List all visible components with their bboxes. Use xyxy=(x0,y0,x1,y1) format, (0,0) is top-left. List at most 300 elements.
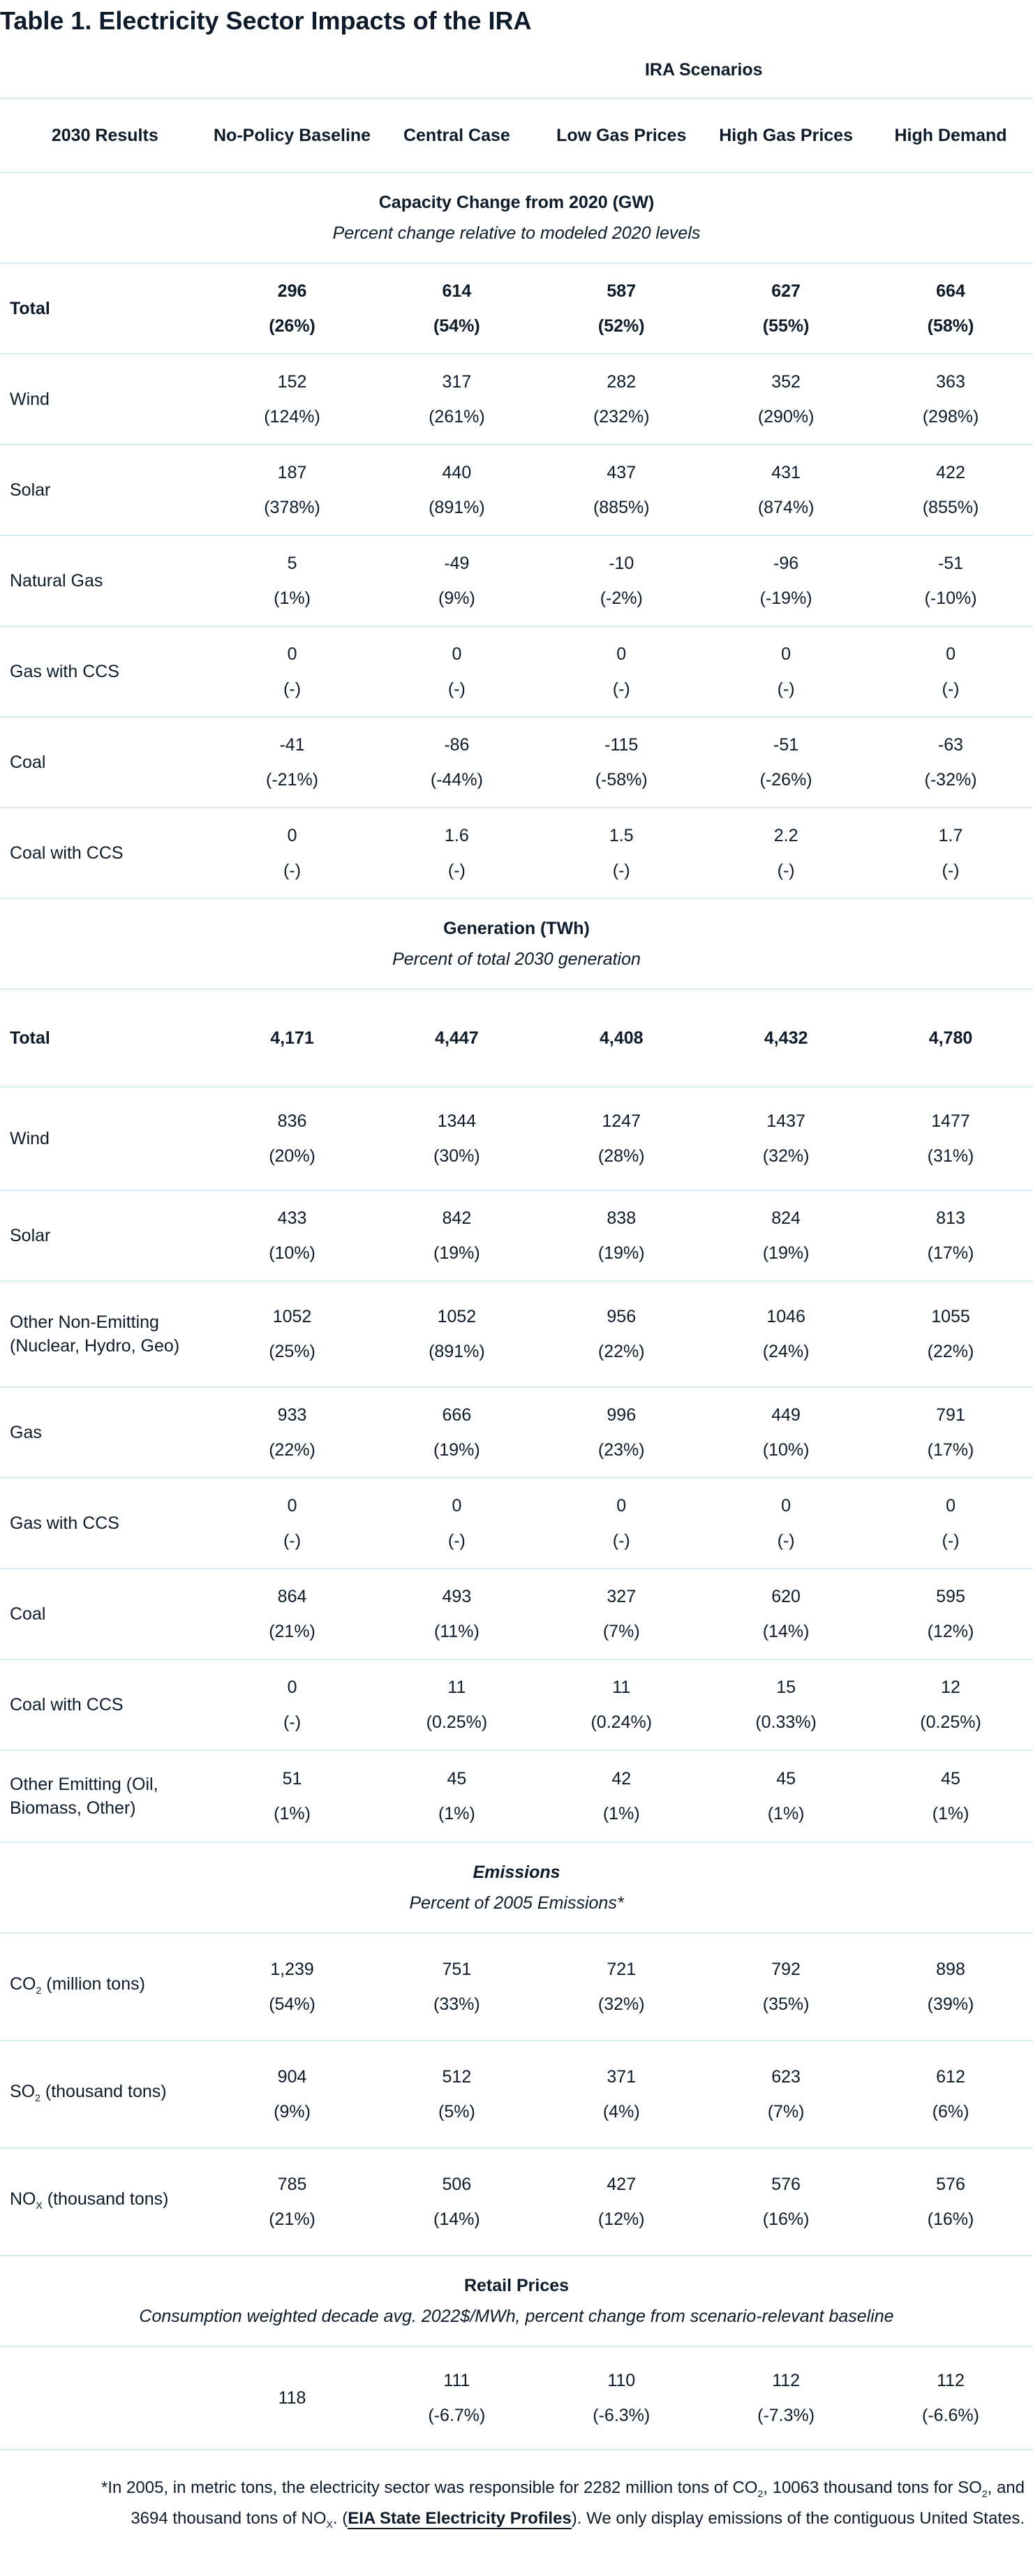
table-cell xyxy=(374,717,539,808)
table-cell xyxy=(374,2041,539,2148)
footnote-text: *In 2005, in metric tons, the electricity sector was responsible for 2282 million tons of CO xyxy=(101,2478,758,2497)
column-header-row xyxy=(0,98,1033,172)
table-row xyxy=(0,354,1033,445)
table-cell xyxy=(868,1750,1033,1842)
cell-value: 1437 xyxy=(766,1111,805,1131)
table-cell xyxy=(210,1387,375,1478)
section-header xyxy=(0,2256,1033,2346)
table-cell xyxy=(374,808,539,898)
table-cell xyxy=(539,989,704,1087)
cell-value: 933 xyxy=(277,1405,307,1425)
row-label xyxy=(0,1281,210,1387)
cell-value: -41 xyxy=(279,735,305,755)
cell-percent: (-) xyxy=(612,679,630,699)
cell-percent: (35%) xyxy=(762,1994,810,2014)
row-label-text: Other Emitting (Oil, Biomass, Other) xyxy=(10,1775,158,1818)
cell-percent: (1%) xyxy=(438,1804,475,1823)
cell-value: -51 xyxy=(937,554,964,573)
table-cell xyxy=(539,1281,704,1387)
cell-percent: (874%) xyxy=(757,498,815,517)
cell-value: 836 xyxy=(277,1111,307,1131)
cell-percent: (0.24%) xyxy=(590,1712,653,1732)
cell-value: 838 xyxy=(607,1208,637,1228)
row-label-text: (million tons) xyxy=(41,1974,145,1994)
cell-value: 612 xyxy=(936,2067,965,2087)
table-cell xyxy=(210,1190,375,1281)
table-cell xyxy=(210,1933,375,2041)
cell-value: 422 xyxy=(936,463,965,482)
cell-percent: (-) xyxy=(447,1531,466,1550)
cell-percent: (1%) xyxy=(932,1804,969,1823)
table-cell xyxy=(374,989,539,1087)
cell-percent: (7%) xyxy=(767,2102,805,2122)
table-cell xyxy=(539,2346,704,2450)
cell-percent: (-21%) xyxy=(266,770,319,790)
table-cell xyxy=(868,445,1033,535)
cell-value: 427 xyxy=(607,2175,637,2194)
cell-value: 296 xyxy=(277,281,307,301)
table-cell xyxy=(704,535,868,626)
table-cell xyxy=(374,445,539,535)
table-cell xyxy=(374,354,539,445)
table-cell xyxy=(539,1478,704,1569)
table-cell xyxy=(374,1750,539,1842)
row-label-subscript: X xyxy=(36,2199,43,2211)
table-cell xyxy=(704,1659,868,1750)
cell-value: 506 xyxy=(442,2175,472,2194)
table-row xyxy=(0,2148,1033,2256)
cell-value: 1052 xyxy=(272,1307,312,1326)
cell-value: 118 xyxy=(278,2388,306,2408)
cell-value: 1.7 xyxy=(938,826,963,845)
cell-percent: (885%) xyxy=(593,498,650,517)
table-cell xyxy=(868,1190,1033,1281)
cell-percent: (6%) xyxy=(932,2102,969,2122)
cell-value: 15 xyxy=(776,1678,796,1697)
cell-value: 363 xyxy=(936,372,965,392)
cell-value: 0 xyxy=(452,644,462,664)
cell-percent: (12%) xyxy=(597,2209,645,2229)
table-cell xyxy=(539,1750,704,1842)
table-cell xyxy=(539,445,704,535)
row-label-text: Gas with CCS xyxy=(10,662,119,681)
cell-value: 813 xyxy=(936,1208,965,1228)
section-header xyxy=(0,172,1033,263)
section-title: Retail Prices xyxy=(463,2276,570,2295)
cell-value: 4,780 xyxy=(928,1028,973,1048)
row-label-text: Wind xyxy=(10,1129,50,1148)
section-subtitle: Percent change relative to modeled 2020 levels xyxy=(332,223,701,243)
section-subtitle: Percent of total 2030 generation xyxy=(392,949,641,969)
table-row xyxy=(0,1478,1033,1569)
impacts-table xyxy=(0,42,1033,2450)
cell-percent: (26%) xyxy=(269,316,315,336)
table-row xyxy=(0,1659,1033,1750)
table-cell xyxy=(868,1659,1033,1750)
cell-value: 0 xyxy=(287,1496,297,1516)
footnote-subscript: 2 xyxy=(981,2487,988,2499)
row-label xyxy=(0,989,210,1087)
table-cell xyxy=(539,626,704,717)
cell-value: 587 xyxy=(607,281,637,301)
cell-value: 11 xyxy=(612,1678,631,1697)
cell-value: 449 xyxy=(771,1405,801,1425)
cell-percent: (24%) xyxy=(762,1342,810,1361)
cell-percent: (-) xyxy=(283,1712,302,1732)
table-cell xyxy=(868,263,1033,354)
cell-percent: (-10%) xyxy=(924,589,977,608)
cell-percent: (19%) xyxy=(597,1243,645,1263)
table-title: Table 1. Electricity Sector Impacts of the IRA xyxy=(0,6,532,35)
cell-value: 904 xyxy=(277,2067,307,2087)
cell-value: 1344 xyxy=(437,1111,477,1131)
table-cell xyxy=(210,2148,375,2256)
table-cell xyxy=(374,1659,539,1750)
cell-percent: (52%) xyxy=(597,316,645,336)
table-cell xyxy=(210,808,375,898)
cell-percent: (17%) xyxy=(927,1440,974,1460)
super-header-empty xyxy=(210,42,375,98)
cell-value: 1247 xyxy=(602,1111,641,1131)
table-cell xyxy=(868,1933,1033,2041)
cell-value: -10 xyxy=(609,554,634,573)
cell-value: 352 xyxy=(771,372,801,392)
row-label xyxy=(0,2346,210,2450)
row-label xyxy=(0,1478,210,1569)
cell-value: 282 xyxy=(607,372,637,392)
footnote-subscript: X xyxy=(326,2518,333,2530)
footnote xyxy=(0,2450,1033,2537)
cell-percent: (9%) xyxy=(274,2102,311,2122)
cell-value: 45 xyxy=(776,1769,796,1789)
cell-percent: (-32%) xyxy=(924,770,977,790)
cell-value: 187 xyxy=(277,463,307,482)
table-cell xyxy=(374,1387,539,1478)
column-header: High Demand xyxy=(868,98,1033,172)
cell-value: 791 xyxy=(936,1405,965,1425)
table-row xyxy=(0,2346,1033,2450)
row-label-text: SO xyxy=(10,2081,36,2101)
column-header: High Gas Prices xyxy=(704,98,868,172)
table-cell xyxy=(704,808,868,898)
row-label-text: Natural Gas xyxy=(10,571,103,591)
table-cell xyxy=(539,2148,704,2256)
table-cell xyxy=(374,1190,539,1281)
cell-percent: (0.25%) xyxy=(426,1712,488,1732)
table-cell xyxy=(868,2346,1033,2450)
table-cell xyxy=(704,2041,868,2148)
cell-percent: (7%) xyxy=(602,1622,640,1641)
row-label-text: Coal with CCS xyxy=(10,1695,124,1715)
row-label xyxy=(0,445,210,535)
cell-value: 842 xyxy=(442,1208,472,1228)
cell-value: -86 xyxy=(444,735,470,755)
cell-percent: (0.25%) xyxy=(920,1712,981,1732)
table-cell xyxy=(210,1281,375,1387)
cell-percent: (28%) xyxy=(597,1146,645,1166)
cell-percent: (232%) xyxy=(593,407,650,427)
cell-value: 4,171 xyxy=(270,1028,314,1048)
column-header: Low Gas Prices xyxy=(539,98,704,172)
cell-percent: (14%) xyxy=(762,1622,810,1641)
row-label xyxy=(0,535,210,626)
table-cell xyxy=(539,354,704,445)
table-cell xyxy=(374,1087,539,1190)
cell-percent: (12%) xyxy=(927,1622,974,1641)
table-cell xyxy=(374,535,539,626)
table-cell xyxy=(704,1478,868,1569)
cell-value: 620 xyxy=(771,1587,801,1606)
cell-value: 0 xyxy=(616,1496,627,1516)
section-header xyxy=(0,1842,1033,1933)
table-cell xyxy=(868,989,1033,1087)
table-cell xyxy=(868,626,1033,717)
cell-percent: (261%) xyxy=(429,407,485,427)
cell-percent: (-44%) xyxy=(430,770,483,790)
cell-percent: (-) xyxy=(777,679,795,699)
cell-value: 1.5 xyxy=(609,826,634,845)
cell-value: 0 xyxy=(287,826,297,845)
cell-percent: (-) xyxy=(612,1531,630,1550)
table-cell xyxy=(704,1281,868,1387)
row-label xyxy=(0,263,210,354)
table-cell xyxy=(704,1933,868,2041)
table-row xyxy=(0,989,1033,1087)
cell-value: 152 xyxy=(277,372,307,392)
super-header-empty xyxy=(0,42,210,98)
row-label-text: (thousand tons) xyxy=(40,2081,167,2101)
table-cell xyxy=(539,1569,704,1659)
cell-percent: (1%) xyxy=(767,1804,805,1823)
section-header-row xyxy=(0,172,1033,263)
row-label xyxy=(0,1659,210,1750)
cell-percent: (-) xyxy=(283,861,302,880)
cell-value: 110 xyxy=(607,2371,636,2390)
cell-percent: (-) xyxy=(942,679,960,699)
cell-percent: (-19%) xyxy=(759,589,812,608)
cell-value: 785 xyxy=(277,2175,307,2194)
cell-percent: (0.33%) xyxy=(755,1712,817,1732)
super-header-ira-scenarios: IRA Scenarios xyxy=(374,42,1033,98)
section-subtitle: Percent of 2005 Emissions* xyxy=(409,1893,624,1913)
cell-value: 0 xyxy=(287,1678,297,1697)
row-label xyxy=(0,2041,210,2148)
cell-percent: (16%) xyxy=(762,2209,810,2229)
row-label-text: (thousand tons) xyxy=(42,2189,169,2209)
table-row xyxy=(0,1087,1033,1190)
cell-value: 371 xyxy=(607,2067,637,2087)
row-label xyxy=(0,1087,210,1190)
cell-value: 898 xyxy=(936,1960,965,1979)
table-row xyxy=(0,1569,1033,1659)
table-cell xyxy=(868,1569,1033,1659)
cell-percent: (-6.3%) xyxy=(593,2406,651,2425)
section-subtitle: Consumption weighted decade avg. 2022$/MWh, percent change from scenario-relevant baseline xyxy=(139,2307,894,2326)
table-cell xyxy=(539,1190,704,1281)
cell-percent: (10%) xyxy=(269,1243,315,1263)
table-cell xyxy=(210,626,375,717)
cell-percent: (17%) xyxy=(927,1243,974,1263)
cell-value: 2.2 xyxy=(773,826,798,845)
row-label-text: Gas xyxy=(10,1423,42,1442)
cell-value: 327 xyxy=(607,1587,637,1606)
cell-percent: (-) xyxy=(777,861,795,880)
table-cell xyxy=(704,445,868,535)
table-cell xyxy=(210,535,375,626)
row-label xyxy=(0,717,210,808)
cell-percent: (-) xyxy=(447,861,466,880)
cell-percent: (54%) xyxy=(269,1994,315,2014)
table-cell xyxy=(704,1569,868,1659)
cell-percent: (-58%) xyxy=(595,770,648,790)
row-label-text: Total xyxy=(10,299,50,318)
cell-value: 440 xyxy=(442,463,472,482)
table-cell xyxy=(374,2148,539,2256)
cell-value: -96 xyxy=(773,554,799,573)
cell-percent: (20%) xyxy=(269,1146,315,1166)
row-label xyxy=(0,808,210,898)
table-cell xyxy=(210,1750,375,1842)
section-header-row xyxy=(0,898,1033,989)
row-label xyxy=(0,354,210,445)
row-label-text: NO xyxy=(10,2189,36,2209)
table-row xyxy=(0,626,1033,717)
super-header-row xyxy=(0,42,1033,98)
table-cell xyxy=(539,535,704,626)
cell-value: 45 xyxy=(447,1769,467,1789)
cell-value: 751 xyxy=(442,1960,472,1979)
table-cell xyxy=(374,2346,539,2450)
row-label xyxy=(0,1750,210,1842)
row-label-text: Total xyxy=(10,1028,50,1048)
cell-percent: (19%) xyxy=(433,1243,480,1263)
table-cell xyxy=(868,1281,1033,1387)
cell-percent: (31%) xyxy=(927,1146,974,1166)
cell-percent: (19%) xyxy=(762,1243,810,1263)
cell-value: 0 xyxy=(781,1496,792,1516)
row-label-subscript: 2 xyxy=(35,2092,40,2103)
cell-value: 317 xyxy=(442,372,472,392)
table-cell xyxy=(539,1387,704,1478)
table-cell xyxy=(868,1478,1033,1569)
footnote-text: , 10063 thousand tons for SO xyxy=(763,2478,982,2497)
cell-value: 4,408 xyxy=(599,1028,644,1048)
table-cell xyxy=(210,1569,375,1659)
cell-value: 721 xyxy=(607,1960,637,1979)
table-row xyxy=(0,1933,1033,2041)
table-row xyxy=(0,445,1033,535)
cell-percent: (14%) xyxy=(433,2209,480,2229)
cell-value: 664 xyxy=(936,281,965,301)
cell-value: 12 xyxy=(941,1678,960,1697)
table-cell xyxy=(704,1190,868,1281)
column-header: No-Policy Baseline xyxy=(210,98,375,172)
cell-percent: (-6.7%) xyxy=(428,2406,486,2425)
table-cell xyxy=(374,1281,539,1387)
cell-percent: (1%) xyxy=(274,1804,311,1823)
cell-value: 437 xyxy=(607,463,637,482)
cell-value: -63 xyxy=(937,735,964,755)
cell-percent: (5%) xyxy=(438,2102,475,2122)
cell-value: 1,239 xyxy=(270,1960,314,1979)
section-title: Emissions xyxy=(473,1863,560,1882)
eia-profiles-link[interactable]: EIA State Electricity Profiles xyxy=(348,2508,572,2528)
section-header xyxy=(0,898,1033,989)
cell-percent: (124%) xyxy=(264,407,320,427)
cell-percent: (16%) xyxy=(927,2209,974,2229)
cell-percent: (32%) xyxy=(597,1994,645,2014)
row-label xyxy=(0,1190,210,1281)
cell-value: 0 xyxy=(781,644,792,664)
footnote-text: ). We only display emissions of the contiguous United States. xyxy=(571,2508,1025,2528)
table-cell xyxy=(210,1659,375,1750)
table-cell xyxy=(704,1750,868,1842)
cell-value: 627 xyxy=(771,281,801,301)
table-cell xyxy=(210,2346,375,2450)
cell-value: 4,432 xyxy=(764,1028,808,1048)
table-cell xyxy=(539,808,704,898)
table-cell xyxy=(374,1933,539,2041)
cell-percent: (-) xyxy=(612,861,630,880)
cell-value: 0 xyxy=(946,1496,956,1516)
cell-percent: (32%) xyxy=(762,1146,810,1166)
cell-value: 42 xyxy=(611,1769,632,1789)
table-cell xyxy=(210,1478,375,1569)
section-title: Capacity Change from 2020 (GW) xyxy=(378,193,655,212)
table-row xyxy=(0,1387,1033,1478)
table-cell xyxy=(868,717,1033,808)
section-header-row xyxy=(0,1842,1033,1933)
cell-value: 1477 xyxy=(931,1111,970,1131)
row-label-text: Other Non-Emitting (Nuclear, Hydro, Geo) xyxy=(10,1312,180,1356)
row-label xyxy=(0,2148,210,2256)
cell-percent: (19%) xyxy=(433,1440,480,1460)
cell-value: 595 xyxy=(936,1587,965,1606)
cell-percent: (891%) xyxy=(429,498,485,517)
table-cell xyxy=(539,1659,704,1750)
cell-value: 4,447 xyxy=(435,1028,479,1048)
cell-percent: (-) xyxy=(942,1531,960,1550)
cell-percent: (-26%) xyxy=(759,770,812,790)
cell-percent: (-7.3%) xyxy=(757,2406,815,2425)
cell-value: -51 xyxy=(773,735,799,755)
table-row xyxy=(0,808,1033,898)
cell-percent: (-) xyxy=(283,679,302,699)
table-row xyxy=(0,1750,1033,1842)
cell-value: 51 xyxy=(282,1769,302,1789)
cell-value: 0 xyxy=(946,644,956,664)
table-cell xyxy=(210,2041,375,2148)
table-row xyxy=(0,535,1033,626)
table-cell xyxy=(210,989,375,1087)
table-row xyxy=(0,263,1033,354)
table-cell xyxy=(868,354,1033,445)
footnote-text: , and xyxy=(987,2478,1025,2497)
cell-value: 0 xyxy=(452,1496,462,1516)
row-label-text: Coal xyxy=(10,753,46,772)
table-row xyxy=(0,1281,1033,1387)
row-label xyxy=(0,1569,210,1659)
cell-value: 666 xyxy=(442,1405,472,1425)
cell-percent: (-) xyxy=(942,861,960,880)
cell-percent: (891%) xyxy=(429,1342,485,1361)
cell-value: 111 xyxy=(443,2371,470,2390)
cell-value: 1052 xyxy=(437,1307,477,1326)
cell-percent: (855%) xyxy=(922,498,979,517)
cell-percent: (21%) xyxy=(269,2209,315,2229)
table-cell xyxy=(704,2346,868,2450)
table-cell xyxy=(868,1387,1033,1478)
